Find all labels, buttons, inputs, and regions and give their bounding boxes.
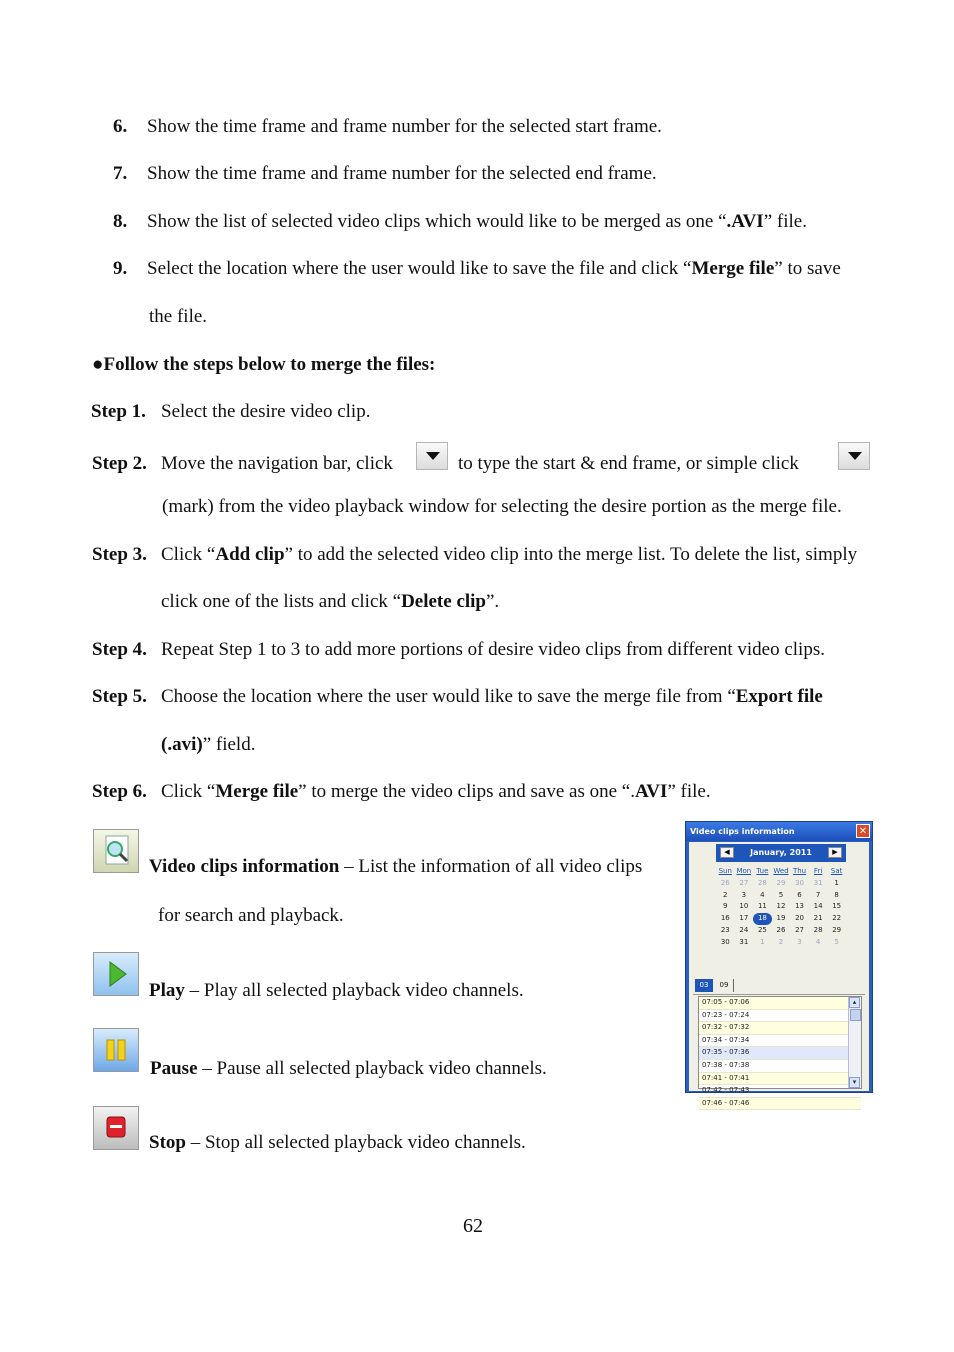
steps-heading: ●Follow the steps below to merge the files: [92,354,436,375]
step-4-label: Step 4. [92,639,147,660]
calendar-day[interactable]: 8 [834,890,839,899]
calendar-day[interactable]: 21 [813,914,823,923]
panel-body [689,842,869,1107]
calendar-day[interactable]: 5 [834,937,839,946]
calendar-day[interactable]: 23 [720,925,730,934]
scroll-up-icon[interactable]: ▴ [849,997,860,1008]
step-1-text: Select the desire video clip. [161,401,371,422]
scroll-thumb[interactable] [850,1009,861,1021]
calendar-day[interactable]: 13 [795,902,804,911]
item-6-number: 6. [113,116,128,137]
calendar-day[interactable]: 4 [815,937,821,946]
scrollbar[interactable] [848,997,861,1088]
step-2-text-b: to type the start & end frame, or simple click [458,453,799,474]
clip-list-item[interactable]: 07:35 - 07:36 [699,1047,861,1060]
calendar-day[interactable]: 29 [776,878,786,887]
calendar-day[interactable]: 26 [720,878,730,887]
clip-list-item[interactable]: 07:41 - 07:41 [699,1073,861,1086]
next-month-icon[interactable]: ▶ [828,847,842,858]
video-info-desc: Video clips information – List the information of all video clips [149,856,643,877]
calendar-day[interactable]: 10 [739,902,749,911]
calendar-week [716,901,846,913]
stop-icon [94,1107,138,1149]
item-8-number: 8. [113,211,128,232]
calendar-day[interactable]: 3 [797,937,802,946]
calendar-day[interactable]: 24 [739,925,749,934]
play-button[interactable] [93,952,139,996]
step-3-text: Click “Add clip” to add the selected video clip into the merge list. To delete the list, simply [161,544,858,565]
calendar-dow: Mon [736,867,752,875]
step-2-continuation: (mark) from the video playback window for selecting the desire portion as the merge file. [162,496,842,517]
stop-button[interactable] [93,1106,139,1150]
calendar-day[interactable]: 15 [832,902,842,911]
calendar-dow: Tue [756,867,769,875]
calendar-day[interactable]: 2 [778,937,784,946]
item-9-text: Select the location where the user would like to save the file and click “Merge file” to save [147,258,841,279]
calendar-day[interactable]: 4 [760,890,765,899]
step-2-text-a: Move the navigation bar, click [161,453,393,474]
prev-month-icon[interactable]: ◀ [720,847,734,858]
calendar-day[interactable]: 26 [776,925,786,934]
step-6-text: Click “Merge file” to merge the video clips and save as one “.AVI” file. [161,781,711,802]
calendar-header [716,844,846,862]
step-5-label: Step 5. [92,686,147,707]
video-info-button[interactable] [93,829,139,873]
play-desc: Play – Play all selected playback video channels. [149,980,524,1001]
clip-list-item[interactable]: 07:05 - 07:06 [699,997,861,1010]
calendar-day[interactable]: 1 [760,937,765,946]
calendar-day[interactable]: 9 [723,902,728,911]
calendar-day[interactable]: 11 [757,902,767,911]
magnifier-icon [94,830,138,872]
step-3-continuation: click one of the lists and click “Delete clip”. [161,591,500,612]
calendar-month: January, 2011 [750,848,812,857]
step-2-label: Step 2. [92,453,147,474]
calendar-day[interactable]: 30 [720,937,730,946]
calendar-week [716,925,846,937]
item-7-text: Show the time frame and frame number for the selected end frame. [147,163,657,184]
clip-list-items [699,997,861,1110]
pause-icon [94,1029,138,1071]
calendar-day[interactable]: 27 [739,878,749,887]
step-3-label: Step 3. [92,544,147,565]
clip-list-item[interactable]: 07:38 - 07:38 [699,1060,861,1073]
calendar-day[interactable]: 12 [776,902,786,911]
clip-list-item[interactable]: 07:23 - 07:24 [699,1010,861,1023]
clip-list-item[interactable]: 07:32 - 07:32 [699,1022,861,1035]
clip-list-item[interactable]: 07:34 - 07:34 [699,1035,861,1048]
calendar-week [716,937,846,949]
item-7-number: 7. [113,163,128,184]
calendar-day[interactable]: 6 [797,890,802,899]
step-1-label: Step 1. [91,401,146,422]
video-clips-info-panel [685,821,873,1107]
calendar-day[interactable]: 2 [723,890,728,899]
calendar-dow-row [716,866,846,878]
mark-arrow-icon[interactable] [838,442,870,470]
calendar-dow: Sat [830,867,843,875]
scroll-down-icon[interactable]: ▾ [849,1077,860,1088]
calendar-week [716,878,846,890]
item-9-continuation: the file. [149,306,208,327]
calendar-day[interactable]: 20 [795,914,804,923]
calendar-day[interactable]: 17 [739,914,749,923]
step-5-text: Choose the location where the user would like to save the merge file from “Export file [161,686,823,707]
calendar-day[interactable]: 3 [741,890,747,899]
calendar-day[interactable]: 31 [813,878,823,887]
pause-button[interactable] [93,1028,139,1072]
item-9-number: 9. [113,258,128,279]
calendar-day[interactable]: 22 [832,914,842,923]
calendar-day[interactable]: 7 [815,890,821,899]
calendar-day[interactable]: 28 [757,878,767,887]
step-6-label: Step 6. [92,781,147,802]
calendar-day[interactable]: 16 [720,914,730,923]
calendar-dow: Sun [718,867,732,875]
calendar-dow: Thu [792,867,807,875]
item-8-text: Show the list of selected video clips which would like to be merged as one “.AVI” file. [147,211,807,232]
panel-title: Video clips information [686,822,872,841]
calendar-day[interactable]: 29 [832,925,842,934]
calendar-day[interactable]: 19 [776,914,786,923]
calendar-week [716,913,846,925]
item-6-text: Show the time frame and frame number for the selected start frame. [147,116,662,137]
clip-list-item[interactable]: 07:46 - 07:46 [699,1098,861,1111]
clip-list-item[interactable]: 07:42 - 07:43 [699,1085,861,1098]
bullet-icon: ● [92,354,104,375]
pause-desc: Pause – Pause all selected playback video channels. [150,1058,547,1079]
calendar-day[interactable]: 14 [813,902,823,911]
step-5-continuation: (.avi)” field. [161,734,256,755]
calendar-day[interactable]: 31 [739,937,749,946]
calendar-day[interactable]: 5 [778,890,784,899]
step-4-text: Repeat Step 1 to 3 to add more portions of desire video clips from different video clips. [161,639,825,660]
calendar-day[interactable]: 27 [795,925,804,934]
calendar-grid [716,866,846,949]
tab-channel-03[interactable]: 03 [695,979,713,992]
video-info-continuation: for search and playback. [158,905,344,926]
calendar-dow: Fri [813,867,823,875]
calendar-day[interactable]: 28 [813,925,823,934]
page-number: 62 [463,1215,483,1237]
clip-list [698,996,862,1107]
dropdown-arrow-icon[interactable] [416,442,448,470]
calendar-day[interactable]: 1 [834,878,839,887]
calendar-dow: Wed [773,867,789,875]
calendar-day[interactable]: 18 [753,913,772,925]
stop-desc: Stop – Stop all selected playback video channels. [149,1132,526,1153]
calendar-day[interactable]: 30 [795,878,804,887]
close-icon[interactable]: ✕ [856,824,870,838]
play-icon [94,953,138,995]
calendar-day[interactable]: 25 [757,925,767,934]
channel-tabs [693,978,865,995]
tab-channel-09[interactable]: 09 [715,979,734,992]
calendar-week [716,890,846,902]
